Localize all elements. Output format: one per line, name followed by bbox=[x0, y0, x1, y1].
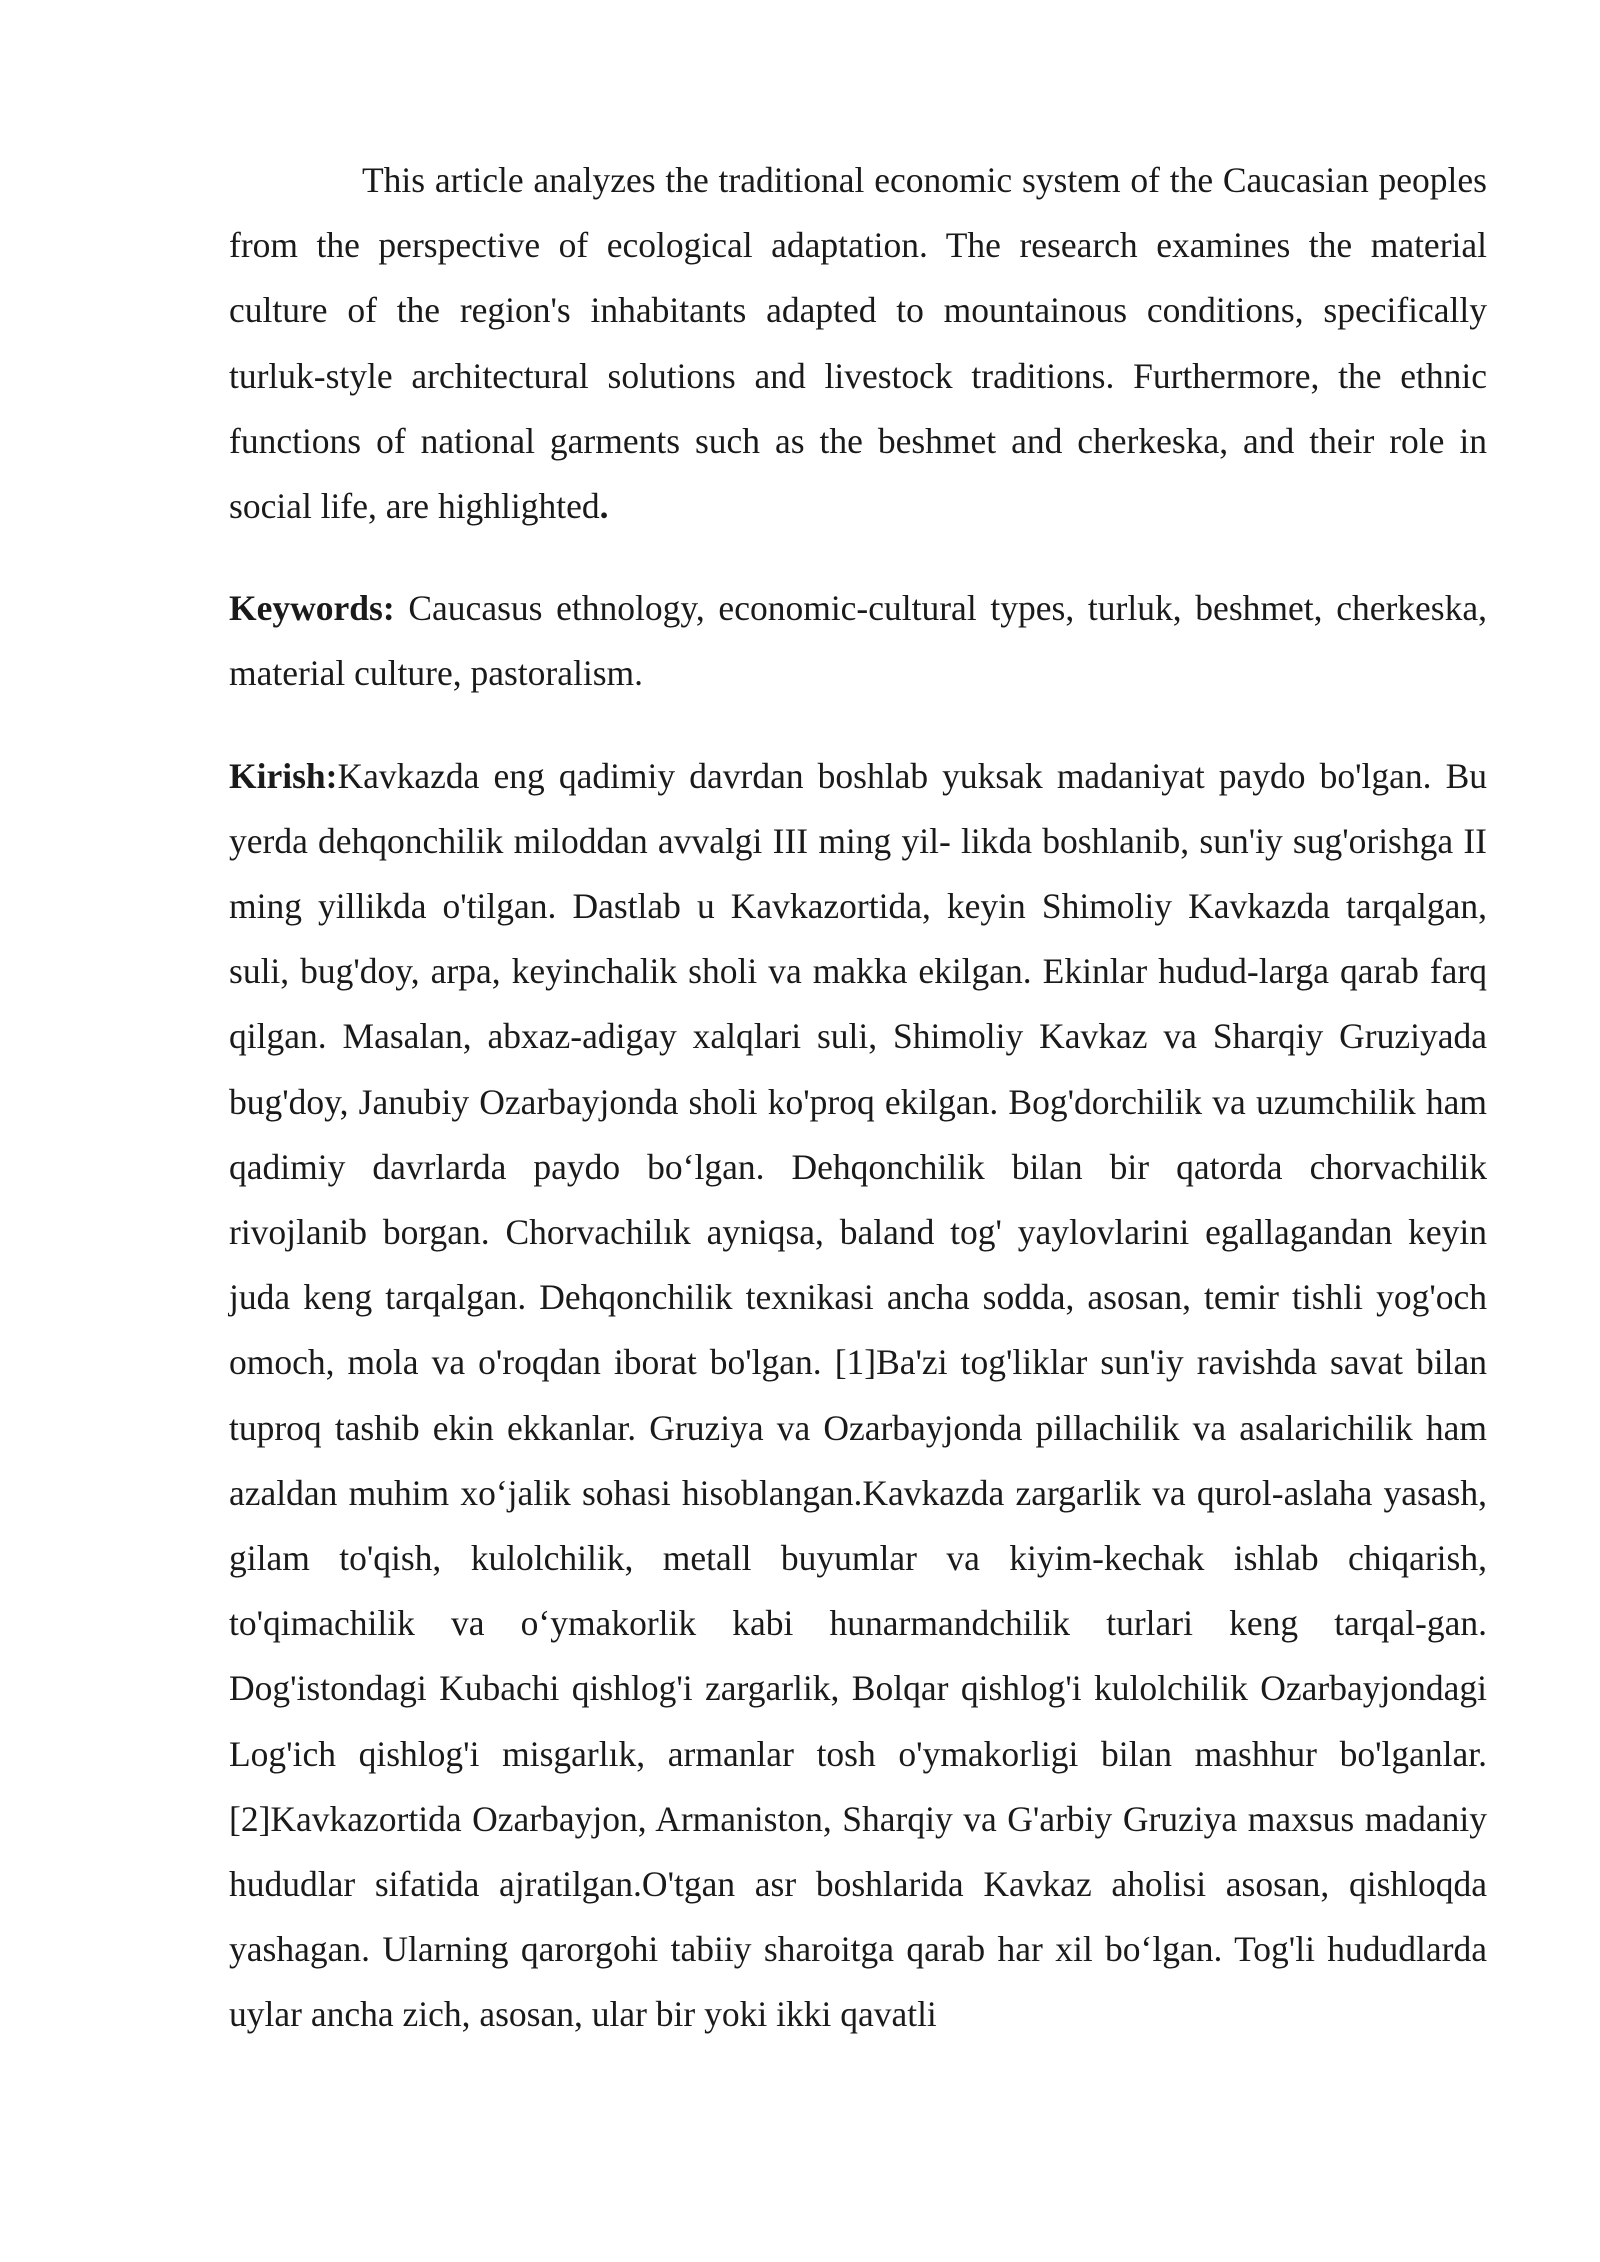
intro-text: Kavkazda eng qadimiy davrdan boshlab yuksak madaniyat paydo bo'lgan. Bu yerda dehqonchilik miloddan avvalgi III ming yil- likda boshlanib, sun'iy sug'orishga II ming yillikda o'tilgan. Dastlab u Kavkazortida, keyin Shimoliy Kavkazda tarqalgan, suli, bug'doy, arpa, keyinchalik sholi va makka ekilgan. Ekinlar hudud-larga qarab farq qilgan. Masalan, abxaz-adigay xalqlari suli, Shimoliy Kavkaz va Sharqiy Gruziyada bug'doy, Janubiy Ozarbayjonda sholi ko'proq ekilgan. Bog'dorchilik va uzumchilik ham qadimiy davrlarda paydo bo‘lgan. Dehqonchilik bilan bir qatorda chorvachilik rivojlanib borgan. Chorvachilık ayniqsa, baland tog' yaylovlarini egallagandan keyin juda keng tarqalgan. Dehqonchilik texnikasi ancha sodda, asosan, temir tishli yog'och omoch, mola va o'roqdan iborat bo'lgan. [1]Ba'zi tog'liklar sun'iy ravishda savat bilan tuproq tashib ekin ekkanlar. Gruziya va Ozarbayjonda pillachilik va asalarichilik ham azaldan muhim xo‘jalik sohasi hisoblangan.Kavkazda zargarlik va qurol-aslaha yasash, gilam to'qish, kulolchilik, metall buyumlar va kiyim-kechak ishlab chiqarish, to'qimachilik va o‘ymakorlik kabi hunarmandchilik turlari keng tarqal-gan. Dog'istondagi Kubachi qishlog'i zargarlik, Bolqar qishlog'i kulolchilik Ozarbayjondagi Log'ich qishlog'i misgarlık, armanlar tosh o'ymakorligi bilan mashhur bo'lganlar. [2]Kavkazortida Ozarbayjon, Armaniston, Sharqiy va G'arbiy Gruziya maxsus madaniy hududlar sifatida ajratilgan.O'tgan asr boshlarida Kavkaz aholisi asosan, qishloqda yashagan. Ularning qarorgohi tabiiy sharoitga qarab har xil bo‘lgan. Tog'li hududlarda uylar ancha zich, asosan, ular bir yoki ikki qavatli bbox=[229, 755, 1487, 2035]
intro-label: Kirish: bbox=[229, 755, 338, 796]
keywords-label: Keywords: bbox=[229, 588, 395, 629]
abstract-text: This article analyzes the traditional economic system of the Caucasian peoples from the perspective of ecological adaptation. The research examines the material culture of the region's inhabitants adapted to mountainous conditions, specifically turluk-style architectural solutions and livestock traditions. Furthermore, the ethnic functions of national garments such as the beshmet and cherkeska, and their role in social life, are highlighted bbox=[229, 160, 1487, 527]
abstract-end-mark: . bbox=[599, 486, 609, 527]
intro-paragraph bbox=[229, 744, 1487, 2048]
document-page bbox=[229, 148, 1487, 2048]
keywords-paragraph bbox=[229, 576, 1487, 706]
abstract-paragraph bbox=[229, 148, 1487, 539]
keywords-text: Caucasus ethnology, economic-cultural types, turluk, beshmet, cherkeska, material culture, pastoralism. bbox=[229, 588, 1487, 694]
